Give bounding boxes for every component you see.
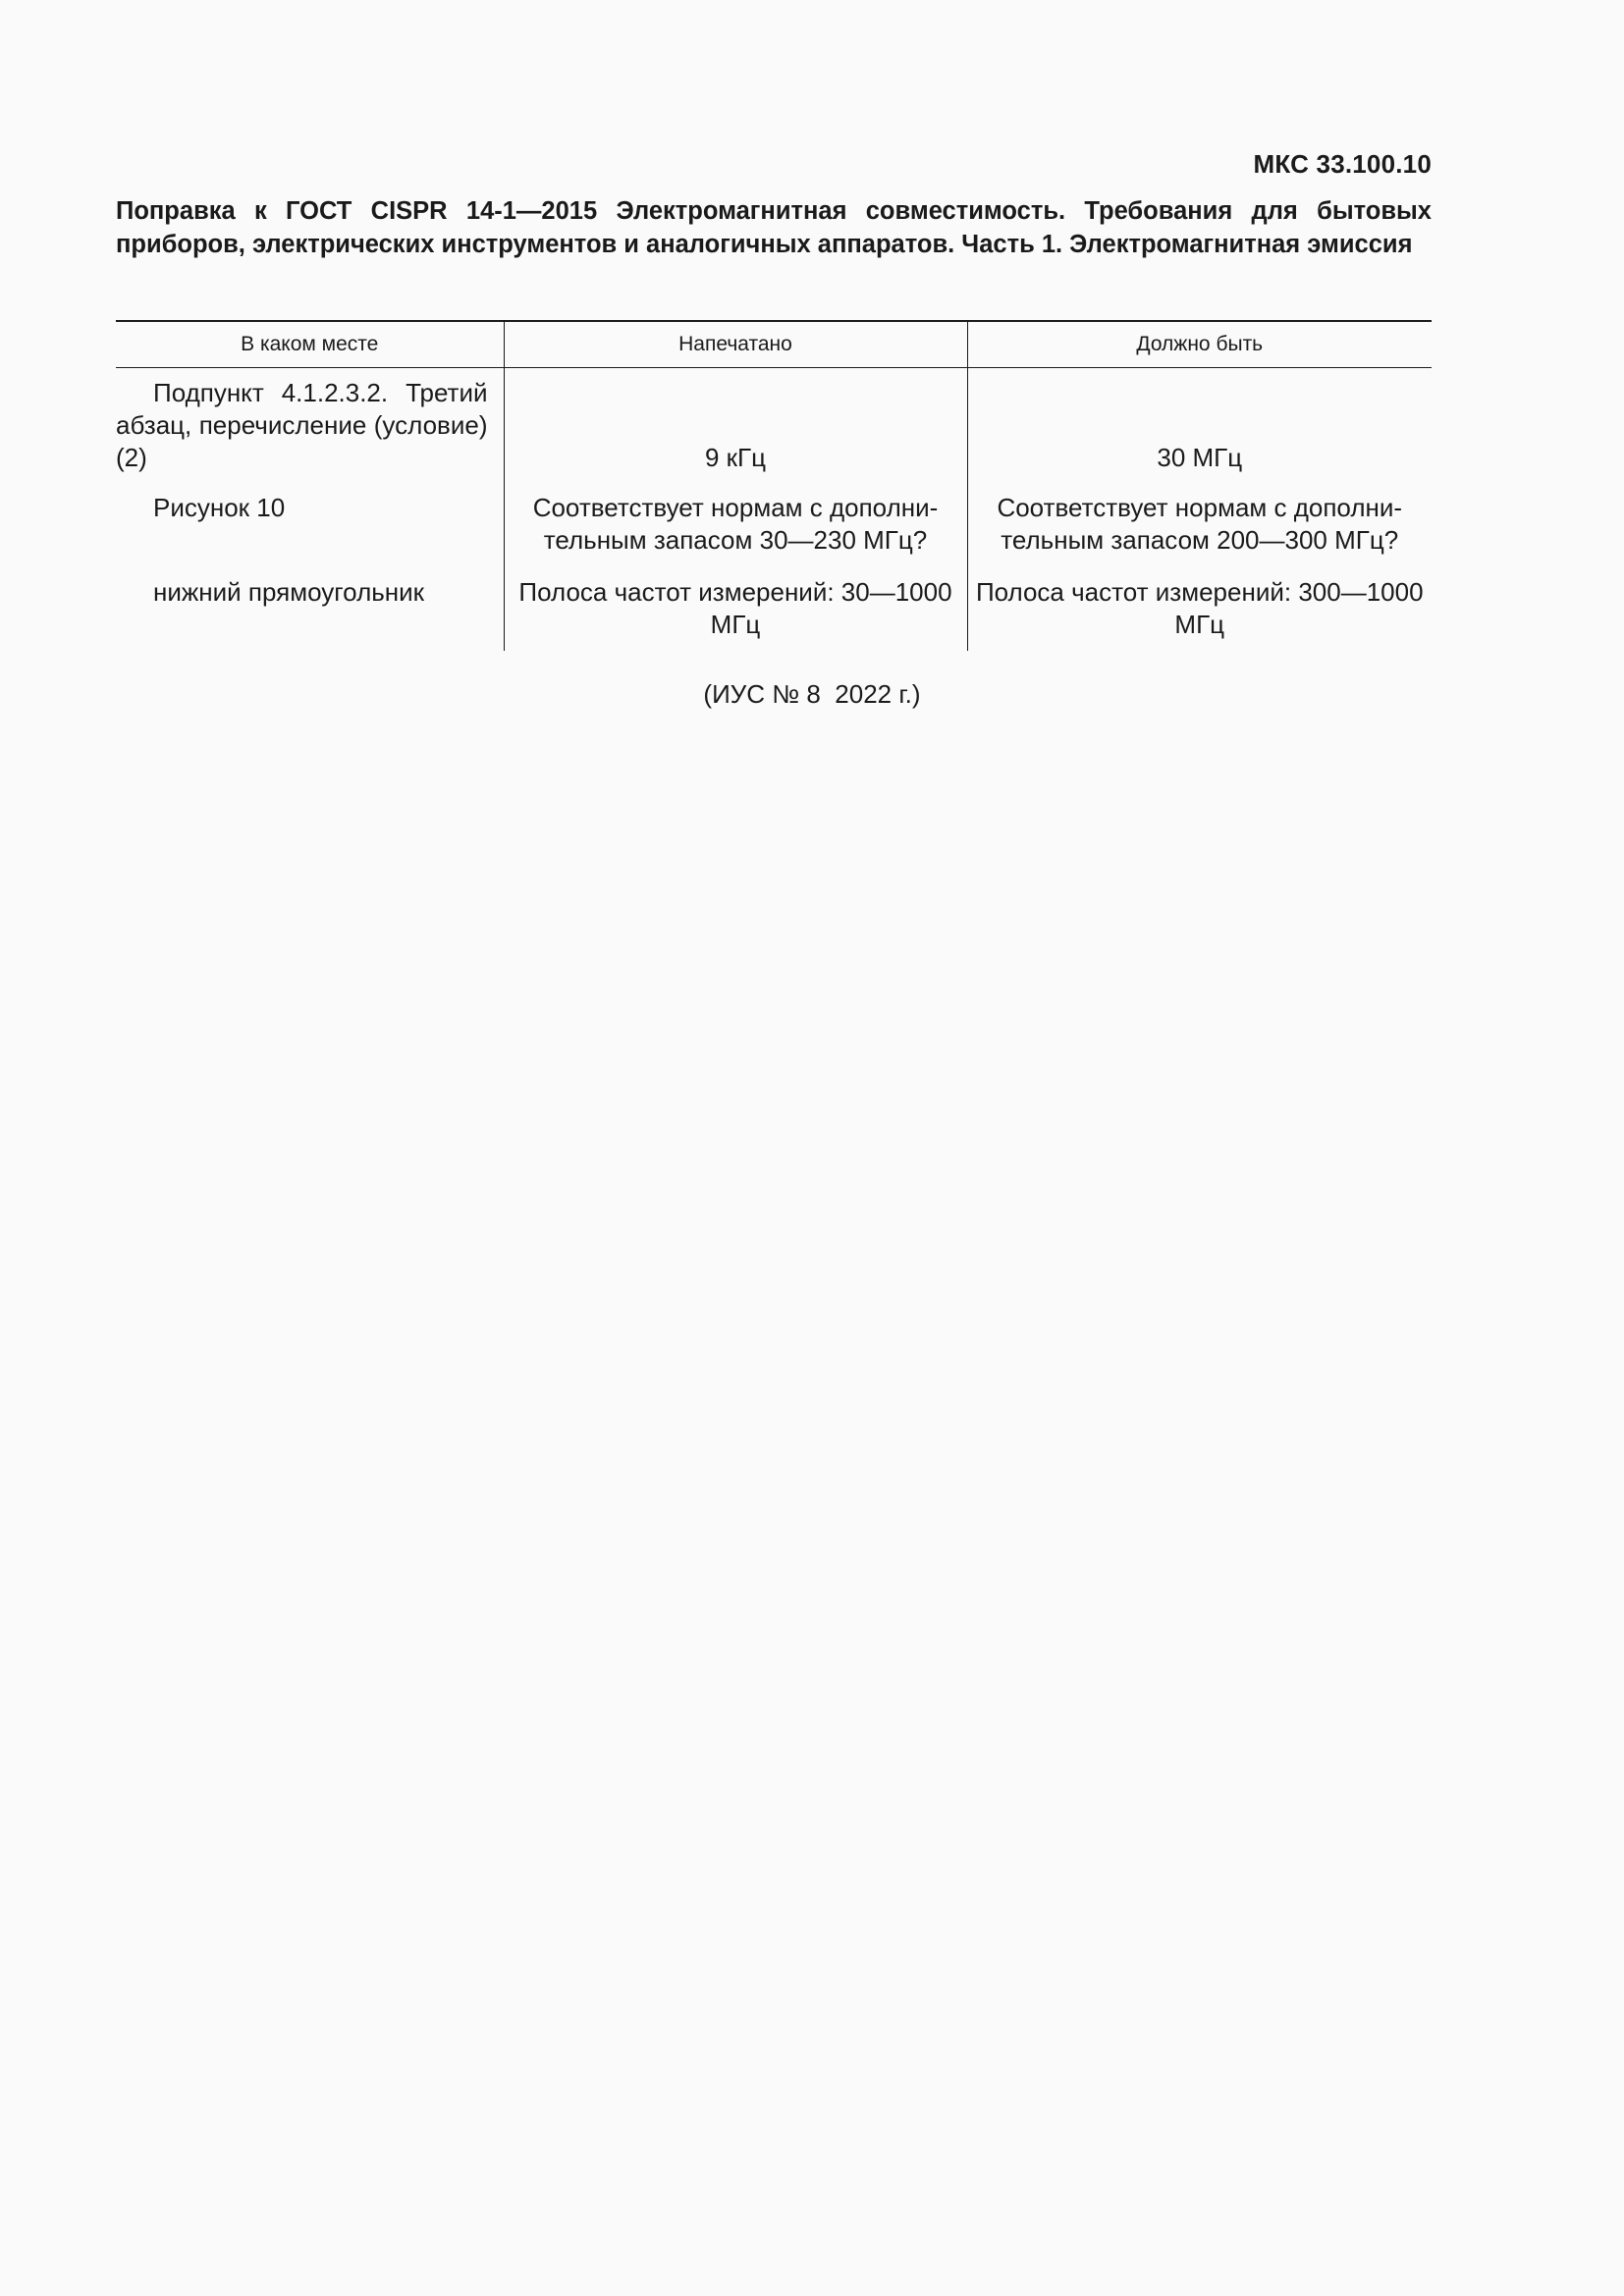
cell-place: Подпункт 4.1.2.3.2. Третий абзац, перечисление (условие) (2) (116, 378, 488, 472)
header-printed: Напечатано (504, 321, 967, 368)
header-should-be: Должно быть (967, 321, 1432, 368)
cell-should-be: Полоса частот измерений: 300—1000 МГц (967, 557, 1432, 651)
classification-code: МКС 33.100.10 (1253, 149, 1432, 179)
cell-should-be: Соответствует нормам с дополнительным запасом 200—300 МГц? (967, 474, 1432, 557)
cell-place: Рисунок 10 (153, 493, 286, 522)
table-header-row (116, 321, 1432, 368)
cell-printed: 9 кГц (504, 368, 967, 475)
table-row (116, 368, 1432, 475)
source-note: (ИУС № 8 2022 г.) (703, 679, 921, 709)
table-row (116, 474, 1432, 557)
cell-place: нижний прямоугольник (153, 577, 425, 607)
amendment-table (116, 320, 1432, 651)
header-place: В каком месте (116, 321, 504, 368)
cell-should-be: 30 МГц (967, 368, 1432, 475)
cell-printed: Полоса частот измерений: 30—1000 МГц (504, 557, 967, 651)
cell-printed: Соответствует нормам с дополнительным запасом 30—230 МГц? (504, 474, 967, 557)
table-row (116, 557, 1432, 651)
document-title: Поправка к ГОСТ CISPR 14-1—2015 Электромагнитная совместимость. Требования для бытовых приборов, электрических инструментов и аналогичных аппаратов. Часть 1. Электромагнитная эмиссия (116, 197, 1432, 258)
